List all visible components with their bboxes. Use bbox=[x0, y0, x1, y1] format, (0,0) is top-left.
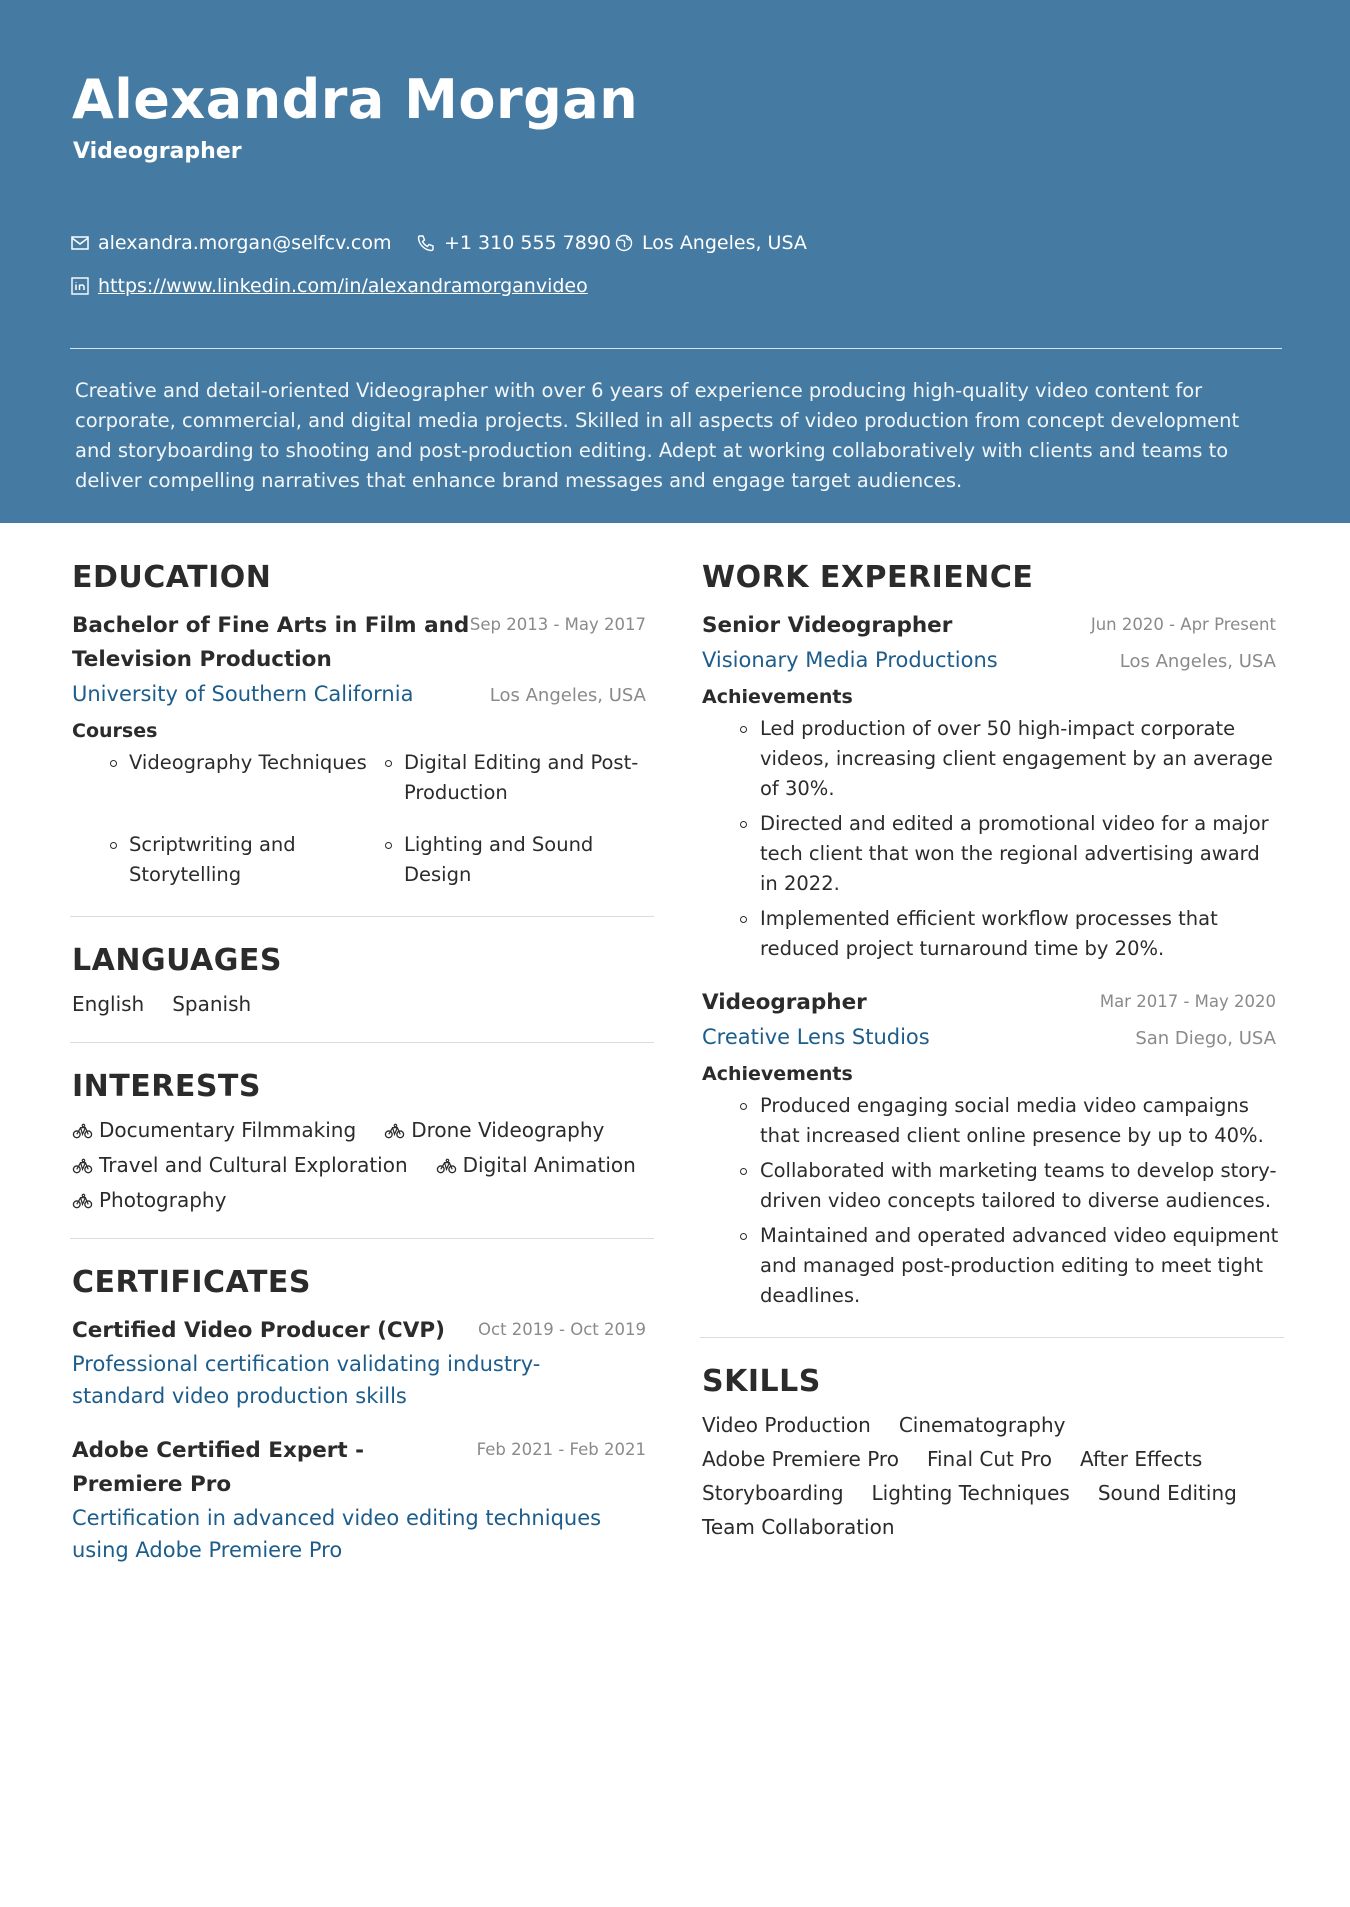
interest-label: Digital Animation bbox=[462, 1153, 636, 1177]
interest-label: Drone Videography bbox=[411, 1118, 605, 1142]
achievement-item: Led production of over 50 high-impact corporate videos, increasing client engagement by an average of 30%. bbox=[736, 714, 1282, 804]
location-text: Los Angeles, USA bbox=[642, 232, 807, 254]
job-title: Senior Videographer bbox=[702, 613, 953, 638]
skill-item: Storyboarding bbox=[702, 1481, 844, 1505]
contact-linkedin[interactable] bbox=[70, 275, 588, 297]
candidate-name: Alexandra Morgan bbox=[72, 68, 639, 131]
certificate-description: Certification in advanced video editing techniques using Adobe Premiere Pro bbox=[72, 1506, 602, 1562]
globe-icon bbox=[614, 233, 634, 253]
course-item: Digital Editing and Post-Production bbox=[383, 748, 643, 808]
course-list bbox=[108, 748, 652, 890]
language-item: English bbox=[72, 992, 145, 1016]
job-entry bbox=[702, 609, 1282, 964]
skills-title: SKILLS bbox=[702, 1364, 821, 1399]
mail-icon bbox=[70, 233, 90, 253]
achievements-label: Achievements bbox=[702, 1063, 853, 1085]
job-dates: Mar 2017 - May 2020 bbox=[1099, 992, 1276, 1011]
contact-location bbox=[614, 232, 807, 254]
education-entry bbox=[72, 609, 652, 890]
achievements-label: Achievements bbox=[702, 686, 853, 708]
achievement-item: Directed and edited a promotional video for a major tech client that won the regional advertising award in 2022. bbox=[736, 809, 1282, 899]
work-experience-section bbox=[702, 560, 1282, 1311]
interest-label: Travel and Cultural Exploration bbox=[99, 1153, 408, 1177]
profile-summary: Creative and detail-oriented Videographer with over 6 years of experience producing high-quality video content for corporate, commercial, and digital media projects. Skilled in all aspects of video production from concept development and storyboarding to shooting and post-production editing. Adept at working collaboratively with clients and teams to deliver compelling narratives that enhance brand messages and engage target audiences. bbox=[75, 379, 1240, 492]
job-title: Videographer bbox=[702, 990, 867, 1015]
phone-text: +1 310 555 7890 bbox=[444, 232, 612, 254]
achievement-item: Maintained and operated advanced video equipment and managed post-production editing to meet tight deadlines. bbox=[736, 1221, 1282, 1311]
school-location: Los Angeles, USA bbox=[489, 685, 646, 706]
skill-item: Adobe Premiere Pro bbox=[702, 1447, 899, 1471]
candidate-role: Videographer bbox=[73, 139, 242, 164]
contact-email[interactable] bbox=[70, 232, 392, 254]
interest-list bbox=[72, 1118, 652, 1212]
interests-title: INTERESTS bbox=[72, 1069, 261, 1104]
job-location: San Diego, USA bbox=[1135, 1028, 1276, 1049]
linkedin-url[interactable]: https://www.linkedin.com/in/alexandramorganvideo bbox=[98, 275, 588, 297]
bicycle-icon bbox=[72, 1190, 93, 1211]
certificate-name: Adobe Certified Expert - Premiere Pro bbox=[72, 1438, 365, 1497]
skill-item: Lighting Techniques bbox=[871, 1481, 1070, 1505]
company-name: Creative Lens Studios bbox=[702, 1025, 930, 1049]
job-dates: Jun 2020 - Apr Present bbox=[1090, 615, 1276, 634]
section-divider bbox=[70, 1042, 654, 1043]
interests-section bbox=[72, 1069, 652, 1212]
certificate-name: Certified Video Producer (CVP) bbox=[72, 1318, 445, 1343]
interest-item bbox=[72, 1153, 408, 1177]
phone-icon bbox=[416, 233, 436, 253]
certificate-entry bbox=[72, 1314, 652, 1412]
school-name: University of Southern California bbox=[72, 682, 414, 706]
skill-item: Team Collaboration bbox=[702, 1515, 895, 1539]
skill-item: After Effects bbox=[1079, 1447, 1203, 1471]
contact-phone[interactable] bbox=[416, 232, 611, 254]
email-text: alexandra.morgan@selfcv.com bbox=[98, 232, 392, 254]
courses-label: Courses bbox=[72, 720, 158, 742]
interest-label: Documentary Filmmaking bbox=[99, 1118, 357, 1142]
languages-title: LANGUAGES bbox=[72, 943, 282, 978]
bicycle-icon bbox=[72, 1120, 93, 1141]
bicycle-icon bbox=[384, 1120, 405, 1141]
education-title: EDUCATION bbox=[72, 560, 272, 595]
job-entry bbox=[702, 986, 1282, 1311]
achievement-list bbox=[736, 714, 1282, 964]
left-column bbox=[72, 560, 652, 1566]
skill-item: Sound Editing bbox=[1097, 1481, 1237, 1505]
interest-item bbox=[72, 1118, 356, 1142]
company-name: Visionary Media Productions bbox=[702, 648, 998, 672]
education-section bbox=[72, 560, 652, 890]
section-divider bbox=[70, 916, 654, 917]
linkedin-icon bbox=[70, 276, 90, 296]
skills-section bbox=[702, 1364, 1282, 1539]
work-experience-title: WORK EXPERIENCE bbox=[702, 560, 1034, 595]
job-location: Los Angeles, USA bbox=[1119, 651, 1276, 672]
achievement-item: Produced engaging social media video campaigns that increased client online presence by up to 40%. bbox=[736, 1091, 1282, 1151]
certificate-dates: Oct 2019 - Oct 2019 bbox=[478, 1320, 646, 1339]
interest-item bbox=[384, 1118, 604, 1142]
achievement-item: Implemented efficient workflow processes that reduced project turnaround time by 20%. bbox=[736, 904, 1282, 964]
skill-item: Final Cut Pro bbox=[926, 1447, 1052, 1471]
skill-list bbox=[702, 1413, 1262, 1539]
course-item: Scriptwriting and Storytelling bbox=[108, 830, 383, 890]
resume-header bbox=[0, 0, 1350, 523]
languages-section bbox=[72, 943, 652, 1016]
right-column bbox=[702, 560, 1282, 1539]
certificate-entry bbox=[72, 1434, 652, 1566]
course-item: Lighting and Sound Design bbox=[383, 830, 643, 890]
header-divider bbox=[70, 348, 1282, 349]
language-list bbox=[72, 992, 652, 1016]
bicycle-icon bbox=[436, 1155, 457, 1176]
interest-item bbox=[436, 1153, 636, 1177]
section-divider bbox=[70, 1238, 654, 1239]
interest-item bbox=[72, 1188, 226, 1212]
bicycle-icon bbox=[72, 1155, 93, 1176]
interest-label: Photography bbox=[99, 1188, 227, 1212]
certificate-dates: Feb 2021 - Feb 2021 bbox=[476, 1440, 646, 1459]
section-divider bbox=[700, 1337, 1284, 1338]
certificates-section bbox=[72, 1265, 652, 1566]
achievement-list bbox=[736, 1091, 1282, 1311]
certificate-description: Professional certification validating industry-standard video production skills bbox=[72, 1352, 541, 1408]
certificates-title: CERTIFICATES bbox=[72, 1265, 312, 1300]
course-item: Videography Techniques bbox=[108, 748, 383, 808]
degree-title: Bachelor of Fine Arts in Film and Television Production bbox=[72, 613, 470, 672]
language-item: Spanish bbox=[172, 992, 252, 1016]
education-dates: Sep 2013 - May 2017 bbox=[469, 615, 646, 634]
skill-item: Video Production bbox=[702, 1413, 871, 1437]
achievement-item: Collaborated with marketing teams to develop story-driven video concepts tailored to diverse audiences. bbox=[736, 1156, 1282, 1216]
skill-item: Cinematography bbox=[898, 1413, 1066, 1437]
